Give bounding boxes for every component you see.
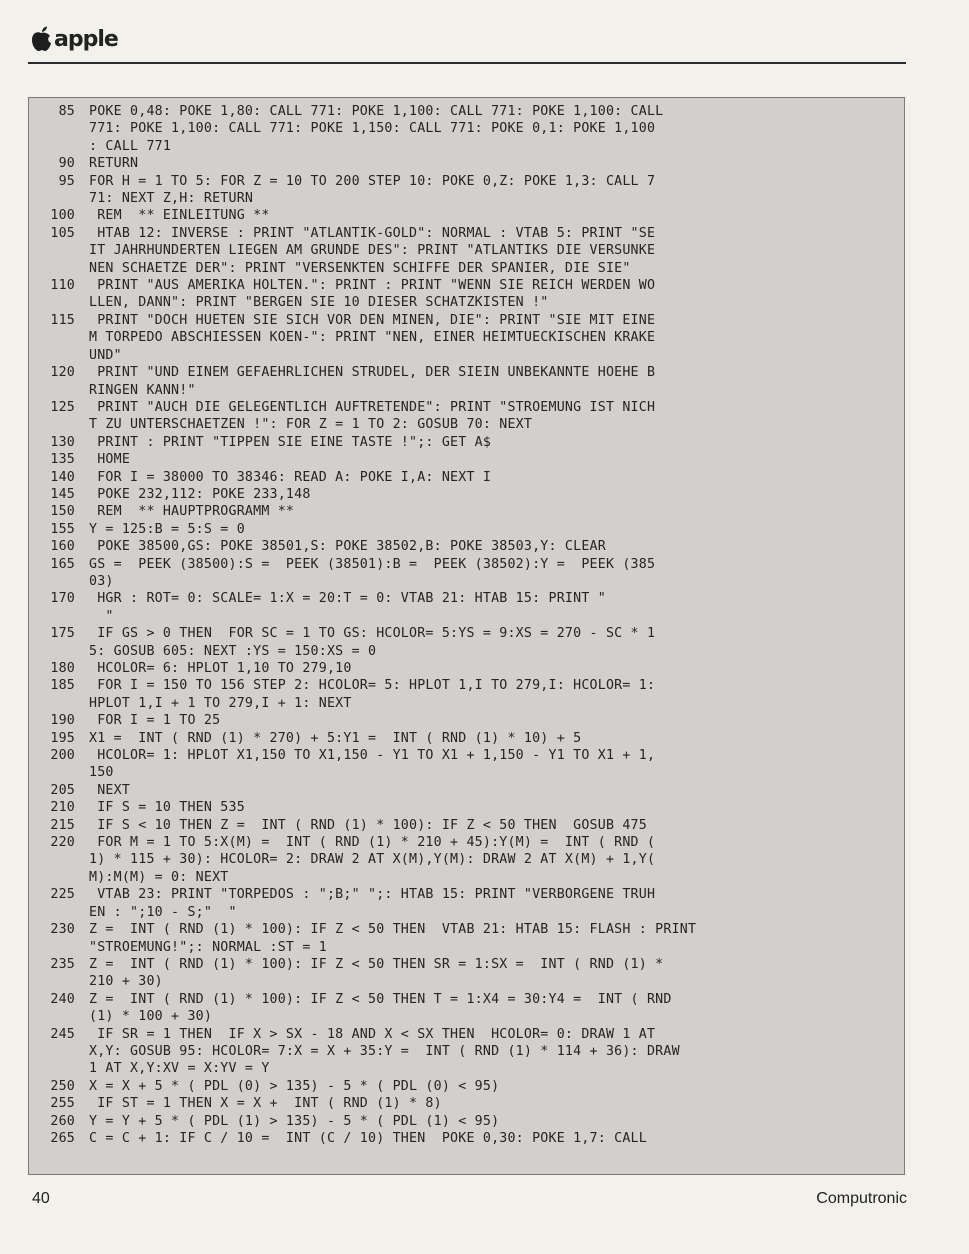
listing-line bbox=[41, 799, 896, 816]
code-text: IF SR = 1 THEN IF X > SX - 18 AND X < SX THEN HCOLOR= 0: DRAW 1 AT bbox=[89, 1026, 656, 1042]
listing-line bbox=[41, 329, 896, 346]
line-number bbox=[41, 1043, 89, 1060]
line-number bbox=[41, 1060, 89, 1077]
code-text: X1 = INT ( RND (1) * 270) + 5:Y1 = INT ( RND (1) * 10) + 5 bbox=[89, 730, 582, 746]
line-number: 250 bbox=[50, 1078, 75, 1094]
listing-line bbox=[41, 1113, 896, 1130]
line-number: 95 bbox=[58, 173, 75, 189]
code-text: 5: GOSUB 605: NEXT :YS = 150:XS = 0 bbox=[89, 643, 377, 659]
code-text: M TORPEDO ABSCHIESSEN KOEN-": PRINT "NEN, EINER HEIMTUECKISCHEN KRAKE bbox=[89, 330, 656, 346]
line-number bbox=[41, 643, 89, 660]
code-text: IF ST = 1 THEN X = X + INT ( RND (1) * 8) bbox=[89, 1096, 442, 1112]
page-header bbox=[30, 22, 118, 56]
code-text: " bbox=[89, 608, 114, 624]
code-text: IF GS > 0 THEN FOR SC = 1 TO GS: HCOLOR= 5:YS = 9:XS = 270 - SC * 1 bbox=[89, 626, 656, 642]
line-number: 160 bbox=[50, 539, 75, 555]
listing-line bbox=[41, 747, 896, 764]
code-text: GS = PEEK (38500):S = PEEK (38501):B = PEEK (38502):Y = PEEK (385 bbox=[89, 556, 656, 572]
line-number: 225 bbox=[50, 887, 75, 903]
listing-line bbox=[41, 190, 896, 207]
line-number: 200 bbox=[50, 748, 75, 764]
line-number bbox=[41, 1008, 89, 1025]
line-number bbox=[41, 382, 89, 399]
line-number: 240 bbox=[50, 991, 75, 1007]
listing-line bbox=[41, 921, 896, 938]
publication-name: Computronic bbox=[816, 1190, 907, 1207]
code-text: 71: NEXT Z,H: RETURN bbox=[89, 191, 254, 207]
line-number: 170 bbox=[50, 591, 75, 607]
line-number bbox=[41, 608, 89, 625]
line-number bbox=[41, 329, 89, 346]
line-number bbox=[41, 573, 89, 590]
listing-line bbox=[41, 660, 896, 677]
listing-line bbox=[41, 1060, 896, 1077]
code-text: POKE 38500,GS: POKE 38501,S: POKE 38502,B: POKE 38503,Y: CLEAR bbox=[89, 539, 606, 555]
code-text: FOR H = 1 TO 5: FOR Z = 10 TO 200 STEP 10: POKE 0,Z: POKE 1,3: CALL 7 bbox=[89, 173, 656, 189]
line-number: 135 bbox=[50, 452, 75, 468]
line-number: 175 bbox=[50, 626, 75, 642]
line-number: 115 bbox=[50, 312, 75, 328]
code-text: PRINT "AUCH DIE GELEGENTLICH AUFTRETENDE": PRINT "STROEMUNG IST NICH bbox=[89, 399, 656, 415]
code-text: PRINT "AUS AMERIKA HOLTEN.": PRINT : PRINT "WENN SIE REICH WERDEN WO bbox=[89, 278, 656, 294]
listing-line bbox=[41, 207, 896, 224]
line-number: 205 bbox=[50, 782, 75, 798]
listing-line bbox=[41, 1008, 896, 1025]
code-text: 771: POKE 1,100: CALL 771: POKE 1,150: CALL 771: POKE 0,1: POKE 1,100 bbox=[89, 121, 656, 137]
line-number bbox=[41, 695, 89, 712]
code-text: PRINT : PRINT "TIPPEN SIE EINE TASTE !";: GET A$ bbox=[89, 434, 492, 450]
listing-line bbox=[41, 764, 896, 781]
code-text: (1) * 100 + 30) bbox=[89, 1009, 213, 1025]
listing-line bbox=[41, 434, 896, 451]
code-text: VTAB 23: PRINT "TORPEDOS : ";B;" ";: HTAB 15: PRINT "VERBORGENE TRUH bbox=[89, 887, 656, 903]
line-number bbox=[41, 260, 89, 277]
code-text: Z = INT ( RND (1) * 100): IF Z < 50 THEN T = 1:X4 = 30:Y4 = INT ( RND bbox=[89, 991, 672, 1007]
listing-line bbox=[41, 851, 896, 868]
listing-line bbox=[41, 312, 896, 329]
code-text: PRINT "DOCH HUETEN SIE SICH VOR DEN MINEN, DIE": PRINT "SIE MIT EINE bbox=[89, 312, 656, 328]
line-number bbox=[41, 764, 89, 781]
listing-line bbox=[41, 451, 896, 468]
code-text: Z = INT ( RND (1) * 100): IF Z < 50 THEN VTAB 21: HTAB 15: FLASH : PRINT bbox=[89, 922, 697, 938]
listing-line bbox=[41, 1026, 896, 1043]
code-text: POKE 0,48: POKE 1,80: CALL 771: POKE 1,100: CALL 771: POKE 1,100: CALL bbox=[89, 104, 664, 119]
listing-line bbox=[41, 643, 896, 660]
code-text: IF S = 10 THEN 535 bbox=[89, 800, 245, 816]
code-text: 1 AT X,Y:XV = X:YV = Y bbox=[89, 1061, 270, 1077]
code-text: FOR I = 1 TO 25 bbox=[89, 713, 221, 729]
code-text: : CALL 771 bbox=[89, 138, 172, 154]
code-text: C = C + 1: IF C / 10 = INT (C / 10) THEN POKE 0,30: POKE 1,7: CALL bbox=[89, 1130, 647, 1146]
line-number: 210 bbox=[50, 800, 75, 816]
listing-line bbox=[41, 1095, 896, 1112]
line-number: 105 bbox=[50, 225, 75, 241]
listing-line bbox=[41, 869, 896, 886]
listing-line bbox=[41, 1043, 896, 1060]
listing-line bbox=[41, 120, 896, 137]
line-number bbox=[41, 190, 89, 207]
listing-line bbox=[41, 364, 896, 381]
line-number: 185 bbox=[50, 678, 75, 694]
line-number bbox=[41, 869, 89, 886]
code-text: X,Y: GOSUB 95: HCOLOR= 7:X = X + 35:Y = INT ( RND (1) * 114 + 36): DRAW bbox=[89, 1043, 680, 1059]
listing-line bbox=[41, 834, 896, 851]
code-listing-panel bbox=[28, 97, 905, 1175]
header-divider bbox=[28, 62, 906, 64]
line-number bbox=[41, 973, 89, 990]
line-number: 145 bbox=[50, 486, 75, 502]
line-number: 125 bbox=[50, 399, 75, 415]
line-number: 130 bbox=[50, 434, 75, 450]
line-number bbox=[41, 120, 89, 137]
listing-line bbox=[41, 521, 896, 538]
listing-line bbox=[41, 538, 896, 555]
line-number bbox=[41, 242, 89, 259]
line-number: 180 bbox=[50, 661, 75, 676]
listing-line bbox=[41, 590, 896, 607]
line-number: 100 bbox=[50, 208, 75, 224]
listing-line bbox=[41, 991, 896, 1008]
listing-line bbox=[41, 677, 896, 694]
line-number: 245 bbox=[50, 1026, 75, 1042]
code-text: POKE 232,112: POKE 233,148 bbox=[89, 486, 311, 502]
listing-line bbox=[41, 173, 896, 190]
basic-listing bbox=[41, 103, 896, 1147]
listing-line bbox=[41, 973, 896, 990]
listing-line bbox=[41, 695, 896, 712]
code-text: M):M(M) = 0: NEXT bbox=[89, 869, 229, 885]
listing-line bbox=[41, 103, 896, 120]
line-number bbox=[41, 416, 89, 433]
code-text: HOME bbox=[89, 452, 131, 468]
code-text: REM ** HAUPTPROGRAMM ** bbox=[89, 504, 295, 520]
listing-line bbox=[41, 939, 896, 956]
brand-wordmark: apple bbox=[54, 26, 118, 52]
listing-line bbox=[41, 956, 896, 973]
code-text: 210 + 30) bbox=[89, 974, 163, 990]
listing-line bbox=[41, 138, 896, 155]
line-number: 90 bbox=[58, 156, 75, 172]
code-text: RINGEN KANN!" bbox=[89, 382, 196, 398]
listing-line bbox=[41, 730, 896, 747]
line-number bbox=[41, 347, 89, 364]
line-number: 235 bbox=[50, 956, 75, 972]
code-text: Y = 125:B = 5:S = 0 bbox=[89, 521, 245, 537]
line-number: 120 bbox=[50, 365, 75, 381]
code-text: Y = Y + 5 * ( PDL (1) > 135) - 5 * ( PDL (1) < 95) bbox=[89, 1113, 500, 1129]
listing-line bbox=[41, 277, 896, 294]
code-text: HTAB 12: INVERSE : PRINT "ATLANTIK-GOLD": NORMAL : VTAB 5: PRINT "SE bbox=[89, 225, 656, 241]
listing-line bbox=[41, 503, 896, 520]
line-number: 220 bbox=[50, 835, 75, 851]
code-text: HPLOT 1,I + 1 TO 279,I + 1: NEXT bbox=[89, 695, 352, 711]
code-text: NEN SCHAETZE DER": PRINT "VERSENKTEN SCHIFFE DER SPANIER, DIE SIE" bbox=[89, 260, 631, 276]
line-number: 265 bbox=[50, 1130, 75, 1146]
line-number bbox=[41, 851, 89, 868]
line-number bbox=[41, 939, 89, 956]
code-text: RETURN bbox=[89, 156, 139, 172]
code-text: FOR I = 150 TO 156 STEP 2: HCOLOR= 5: HPLOT 1,I TO 279,I: HCOLOR= 1: bbox=[89, 678, 656, 694]
line-number: 190 bbox=[50, 713, 75, 729]
listing-line bbox=[41, 1130, 896, 1147]
line-number: 110 bbox=[50, 278, 75, 294]
listing-line bbox=[41, 399, 896, 416]
listing-line bbox=[41, 347, 896, 364]
listing-line bbox=[41, 608, 896, 625]
code-text: 03) bbox=[89, 573, 114, 589]
code-text: IF S < 10 THEN Z = INT ( RND (1) * 100): IF Z < 50 THEN GOSUB 475 bbox=[89, 817, 647, 833]
code-text: PRINT "UND EINEM GEFAEHRLICHEN STRUDEL, DER SIEIN UNBEKANNTE HOEHE B bbox=[89, 365, 656, 381]
code-text: FOR M = 1 TO 5:X(M) = INT ( RND (1) * 210 + 45):Y(M) = INT ( RND ( bbox=[89, 835, 656, 851]
listing-line bbox=[41, 904, 896, 921]
listing-line bbox=[41, 155, 896, 172]
line-number bbox=[41, 904, 89, 921]
code-text: REM ** EINLEITUNG ** bbox=[89, 208, 270, 224]
code-text: IT JAHRHUNDERTEN LIEGEN AM GRUNDE DES": PRINT "ATLANTIKS DIE VERSUNKE bbox=[89, 243, 656, 259]
code-text: 1) * 115 + 30): HCOLOR= 2: DRAW 2 AT X(M),Y(M): DRAW 2 AT X(M) + 1,Y( bbox=[89, 852, 656, 868]
line-number: 260 bbox=[50, 1113, 75, 1129]
listing-line bbox=[41, 225, 896, 242]
listing-line bbox=[41, 573, 896, 590]
line-number: 155 bbox=[50, 521, 75, 537]
line-number: 255 bbox=[50, 1096, 75, 1112]
code-text: UND" bbox=[89, 347, 122, 363]
apple-logo-icon bbox=[30, 26, 52, 52]
listing-line bbox=[41, 556, 896, 573]
listing-line bbox=[41, 782, 896, 799]
code-text: "STROEMUNG!";: NORMAL :ST = 1 bbox=[89, 939, 327, 955]
code-text: EN : ";10 - S;" " bbox=[89, 904, 237, 920]
line-number: 215 bbox=[50, 817, 75, 833]
code-text: HCOLOR= 1: HPLOT X1,150 TO X1,150 - Y1 TO X1 + 1,150 - Y1 TO X1 + 1, bbox=[89, 748, 656, 764]
code-text: NEXT bbox=[89, 782, 131, 798]
code-text: HGR : ROT= 0: SCALE= 1:X = 20:T = 0: VTAB 21: HTAB 15: PRINT " bbox=[89, 591, 606, 607]
line-number bbox=[41, 294, 89, 311]
code-text: T ZU UNTERSCHAETZEN !": FOR Z = 1 TO 2: GOSUB 70: NEXT bbox=[89, 417, 533, 433]
listing-line bbox=[41, 486, 896, 503]
listing-line bbox=[41, 712, 896, 729]
line-number bbox=[41, 138, 89, 155]
code-text: X = X + 5 * ( PDL (0) > 135) - 5 * ( PDL (0) < 95) bbox=[89, 1078, 500, 1094]
listing-line bbox=[41, 1078, 896, 1095]
listing-line bbox=[41, 242, 896, 259]
line-number: 165 bbox=[50, 556, 75, 572]
code-text: HCOLOR= 6: HPLOT 1,10 TO 279,10 bbox=[89, 661, 352, 676]
listing-line bbox=[41, 625, 896, 642]
code-text: 150 bbox=[89, 765, 114, 781]
line-number: 150 bbox=[50, 504, 75, 520]
listing-line bbox=[41, 416, 896, 433]
code-text: FOR I = 38000 TO 38346: READ A: POKE I,A: NEXT I bbox=[89, 469, 492, 485]
line-number: 195 bbox=[50, 730, 75, 746]
code-text: LLEN, DANN": PRINT "BERGEN SIE 10 DIESER SCHATZKISTEN !" bbox=[89, 295, 549, 311]
line-number: 230 bbox=[50, 922, 75, 938]
line-number: 140 bbox=[50, 469, 75, 485]
listing-line bbox=[41, 294, 896, 311]
listing-line bbox=[41, 817, 896, 834]
listing-line bbox=[41, 886, 896, 903]
listing-line bbox=[41, 382, 896, 399]
listing-line bbox=[41, 469, 896, 486]
listing-line bbox=[41, 260, 896, 277]
line-number: 85 bbox=[58, 104, 75, 119]
code-text: Z = INT ( RND (1) * 100): IF Z < 50 THEN SR = 1:SX = INT ( RND (1) * bbox=[89, 956, 664, 972]
page-number: 40 bbox=[32, 1190, 50, 1207]
